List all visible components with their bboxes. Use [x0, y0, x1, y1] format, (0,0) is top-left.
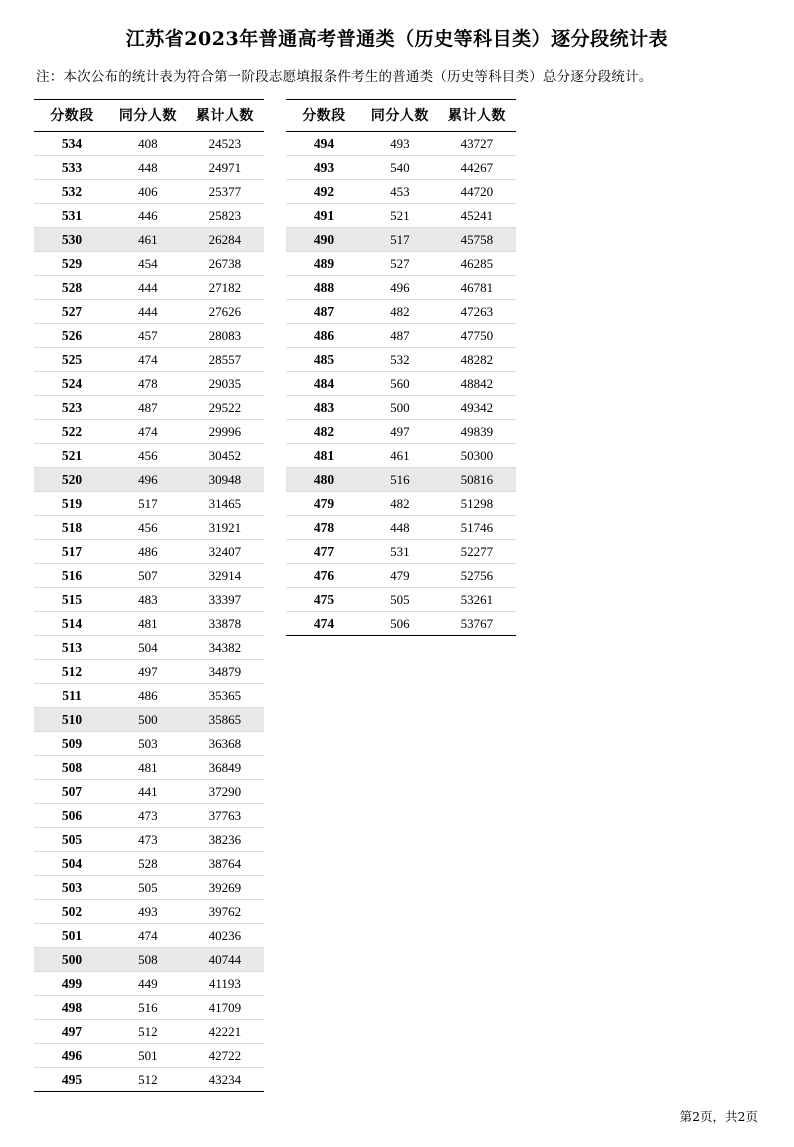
cell-score: 492 [286, 180, 362, 204]
cell-score: 481 [286, 444, 362, 468]
cell-score: 527 [34, 300, 110, 324]
cell-cumulative-count: 44267 [438, 156, 516, 180]
cell-cumulative-count: 41709 [186, 996, 264, 1020]
table-row [286, 132, 516, 156]
cell-same-score-count: 461 [362, 444, 438, 468]
cell-same-score-count: 446 [110, 204, 186, 228]
cell-same-score-count: 482 [362, 492, 438, 516]
cell-score: 519 [34, 492, 110, 516]
table-row [286, 300, 516, 324]
table-row [286, 468, 516, 492]
column-header-same-score-count: 同分人数 [362, 100, 438, 132]
cell-cumulative-count: 38236 [186, 828, 264, 852]
cell-cumulative-count: 49839 [438, 420, 516, 444]
cell-same-score-count: 456 [110, 444, 186, 468]
right-table-column [286, 99, 516, 636]
cell-cumulative-count: 36368 [186, 732, 264, 756]
table-row [286, 396, 516, 420]
table-row [34, 732, 264, 756]
cell-score: 518 [34, 516, 110, 540]
cell-same-score-count: 500 [362, 396, 438, 420]
cell-same-score-count: 501 [110, 1044, 186, 1068]
cell-score: 530 [34, 228, 110, 252]
cell-same-score-count: 473 [110, 828, 186, 852]
table-row [34, 1068, 264, 1092]
cell-same-score-count: 505 [110, 876, 186, 900]
cell-same-score-count: 408 [110, 132, 186, 156]
cell-same-score-count: 487 [110, 396, 186, 420]
cell-score: 521 [34, 444, 110, 468]
table-row [34, 708, 264, 732]
table-row [286, 204, 516, 228]
cell-score: 517 [34, 540, 110, 564]
cell-cumulative-count: 52756 [438, 564, 516, 588]
cell-cumulative-count: 42221 [186, 1020, 264, 1044]
cell-score: 478 [286, 516, 362, 540]
cell-score: 513 [34, 636, 110, 660]
cell-same-score-count: 486 [110, 540, 186, 564]
cell-cumulative-count: 37290 [186, 780, 264, 804]
table-row [286, 324, 516, 348]
page-footer: 第2页，共2页 [679, 1109, 758, 1124]
cell-cumulative-count: 50300 [438, 444, 516, 468]
table-row [286, 588, 516, 612]
cell-cumulative-count: 53767 [438, 612, 516, 636]
cell-cumulative-count: 45241 [438, 204, 516, 228]
document-note: 注：本次公布的统计表为符合第一阶段志愿填报条件考生的普通类（历史等科目类）总分逐分段统计。 [36, 69, 653, 85]
cell-cumulative-count: 29522 [186, 396, 264, 420]
table-row [34, 852, 264, 876]
cell-cumulative-count: 35365 [186, 684, 264, 708]
table-row [34, 612, 264, 636]
cell-cumulative-count: 44720 [438, 180, 516, 204]
table-row [34, 396, 264, 420]
cell-cumulative-count: 33878 [186, 612, 264, 636]
cell-score: 499 [34, 972, 110, 996]
cell-cumulative-count: 28083 [186, 324, 264, 348]
table-row [34, 180, 264, 204]
cell-cumulative-count: 48282 [438, 348, 516, 372]
cell-same-score-count: 560 [362, 372, 438, 396]
cell-same-score-count: 516 [110, 996, 186, 1020]
cell-cumulative-count: 27626 [186, 300, 264, 324]
cell-same-score-count: 481 [110, 756, 186, 780]
table-row [34, 420, 264, 444]
cell-score: 533 [34, 156, 110, 180]
cell-cumulative-count: 33397 [186, 588, 264, 612]
cell-cumulative-count: 51746 [438, 516, 516, 540]
cell-same-score-count: 474 [110, 348, 186, 372]
left-table-column [34, 99, 264, 1092]
cell-score: 479 [286, 492, 362, 516]
cell-score: 498 [34, 996, 110, 1020]
cell-score: 509 [34, 732, 110, 756]
table-row [34, 684, 264, 708]
cell-same-score-count: 487 [362, 324, 438, 348]
table-row [286, 372, 516, 396]
table-row [34, 564, 264, 588]
table-row [286, 492, 516, 516]
table-row [34, 876, 264, 900]
cell-same-score-count: 505 [362, 588, 438, 612]
cell-score: 510 [34, 708, 110, 732]
cell-score: 532 [34, 180, 110, 204]
cell-same-score-count: 496 [362, 276, 438, 300]
cell-same-score-count: 473 [110, 804, 186, 828]
cell-same-score-count: 456 [110, 516, 186, 540]
cell-same-score-count: 496 [110, 468, 186, 492]
cell-cumulative-count: 41193 [186, 972, 264, 996]
table-row [34, 636, 264, 660]
table-row [286, 276, 516, 300]
table-row [34, 900, 264, 924]
table-row [34, 516, 264, 540]
cell-same-score-count: 516 [362, 468, 438, 492]
cell-cumulative-count: 25377 [186, 180, 264, 204]
table-header-row [286, 100, 516, 132]
cell-score: 516 [34, 564, 110, 588]
column-header-cumulative-count: 累计人数 [438, 100, 516, 132]
cell-score: 525 [34, 348, 110, 372]
table-row [34, 660, 264, 684]
cell-score: 494 [286, 132, 362, 156]
cell-cumulative-count: 47263 [438, 300, 516, 324]
cell-same-score-count: 474 [110, 924, 186, 948]
cell-same-score-count: 454 [110, 252, 186, 276]
cell-same-score-count: 527 [362, 252, 438, 276]
table-row [34, 132, 264, 156]
cell-cumulative-count: 34879 [186, 660, 264, 684]
cell-score: 500 [34, 948, 110, 972]
column-header-same-score-count: 同分人数 [110, 100, 186, 132]
table-row [34, 1044, 264, 1068]
cell-score: 484 [286, 372, 362, 396]
cell-same-score-count: 532 [362, 348, 438, 372]
cell-cumulative-count: 46781 [438, 276, 516, 300]
table-row [286, 348, 516, 372]
table-body-left [34, 132, 264, 1092]
table-row [34, 972, 264, 996]
table-row [34, 204, 264, 228]
table-row [34, 540, 264, 564]
cell-score: 480 [286, 468, 362, 492]
cell-cumulative-count: 46285 [438, 252, 516, 276]
cell-same-score-count: 444 [110, 300, 186, 324]
cell-score: 490 [286, 228, 362, 252]
cell-score: 502 [34, 900, 110, 924]
table-row [34, 228, 264, 252]
cell-same-score-count: 540 [362, 156, 438, 180]
column-header-score: 分数段 [286, 100, 362, 132]
table-row [34, 276, 264, 300]
cell-score: 506 [34, 804, 110, 828]
table-row [34, 996, 264, 1020]
table-body-right [286, 132, 516, 636]
table-row [34, 372, 264, 396]
cell-score: 476 [286, 564, 362, 588]
cell-score: 523 [34, 396, 110, 420]
page-title: 江苏省2023年普通高考普通类（历史等科目类）逐分段统计表 [125, 28, 669, 50]
cell-same-score-count: 453 [362, 180, 438, 204]
cell-score: 528 [34, 276, 110, 300]
score-table-left [34, 99, 264, 1092]
cell-same-score-count: 517 [362, 228, 438, 252]
cell-same-score-count: 517 [110, 492, 186, 516]
cell-cumulative-count: 32407 [186, 540, 264, 564]
table-row [34, 156, 264, 180]
cell-same-score-count: 448 [110, 156, 186, 180]
cell-cumulative-count: 31465 [186, 492, 264, 516]
table-row [34, 780, 264, 804]
cell-cumulative-count: 39269 [186, 876, 264, 900]
cell-score: 507 [34, 780, 110, 804]
cell-same-score-count: 482 [362, 300, 438, 324]
table-row [286, 564, 516, 588]
cell-cumulative-count: 24523 [186, 132, 264, 156]
cell-score: 504 [34, 852, 110, 876]
cell-same-score-count: 503 [110, 732, 186, 756]
cell-score: 526 [34, 324, 110, 348]
cell-cumulative-count: 25823 [186, 204, 264, 228]
table-row [34, 492, 264, 516]
cell-cumulative-count: 31921 [186, 516, 264, 540]
cell-score: 483 [286, 396, 362, 420]
cell-score: 474 [286, 612, 362, 636]
table-row [34, 804, 264, 828]
table-header-row [34, 100, 264, 132]
cell-same-score-count: 506 [362, 612, 438, 636]
cell-score: 482 [286, 420, 362, 444]
table-row [286, 156, 516, 180]
cell-same-score-count: 481 [110, 612, 186, 636]
cell-same-score-count: 512 [110, 1020, 186, 1044]
cell-cumulative-count: 52277 [438, 540, 516, 564]
cell-same-score-count: 479 [362, 564, 438, 588]
cell-score: 486 [286, 324, 362, 348]
cell-same-score-count: 497 [110, 660, 186, 684]
cell-score: 524 [34, 372, 110, 396]
cell-cumulative-count: 39762 [186, 900, 264, 924]
table-row [286, 516, 516, 540]
cell-same-score-count: 448 [362, 516, 438, 540]
cell-cumulative-count: 30948 [186, 468, 264, 492]
table-row [34, 468, 264, 492]
cell-same-score-count: 507 [110, 564, 186, 588]
cell-cumulative-count: 26284 [186, 228, 264, 252]
cell-same-score-count: 500 [110, 708, 186, 732]
table-row [286, 252, 516, 276]
cell-score: 531 [34, 204, 110, 228]
table-row [286, 180, 516, 204]
cell-cumulative-count: 27182 [186, 276, 264, 300]
cell-cumulative-count: 24971 [186, 156, 264, 180]
cell-same-score-count: 512 [110, 1068, 186, 1092]
cell-same-score-count: 528 [110, 852, 186, 876]
cell-score: 487 [286, 300, 362, 324]
cell-score: 488 [286, 276, 362, 300]
table-row [34, 1020, 264, 1044]
cell-cumulative-count: 40744 [186, 948, 264, 972]
cell-cumulative-count: 47750 [438, 324, 516, 348]
cell-same-score-count: 497 [362, 420, 438, 444]
score-table-right [286, 99, 516, 636]
cell-cumulative-count: 53261 [438, 588, 516, 612]
cell-score: 496 [34, 1044, 110, 1068]
cell-cumulative-count: 45758 [438, 228, 516, 252]
cell-same-score-count: 474 [110, 420, 186, 444]
table-row [34, 348, 264, 372]
cell-cumulative-count: 37763 [186, 804, 264, 828]
cell-same-score-count: 521 [362, 204, 438, 228]
cell-same-score-count: 444 [110, 276, 186, 300]
cell-same-score-count: 486 [110, 684, 186, 708]
cell-same-score-count: 504 [110, 636, 186, 660]
cell-cumulative-count: 35865 [186, 708, 264, 732]
table-row [34, 756, 264, 780]
table-row [34, 444, 264, 468]
cell-score: 493 [286, 156, 362, 180]
table-row [34, 924, 264, 948]
cell-score: 534 [34, 132, 110, 156]
cell-score: 497 [34, 1020, 110, 1044]
cell-same-score-count: 461 [110, 228, 186, 252]
cell-score: 512 [34, 660, 110, 684]
cell-score: 491 [286, 204, 362, 228]
cell-same-score-count: 449 [110, 972, 186, 996]
cell-score: 485 [286, 348, 362, 372]
cell-cumulative-count: 43234 [186, 1068, 264, 1092]
cell-cumulative-count: 40236 [186, 924, 264, 948]
table-row [34, 828, 264, 852]
table-row [34, 588, 264, 612]
statistics-tables [0, 99, 794, 1092]
table-row [34, 252, 264, 276]
cell-same-score-count: 493 [110, 900, 186, 924]
cell-score: 475 [286, 588, 362, 612]
cell-cumulative-count: 29996 [186, 420, 264, 444]
cell-score: 515 [34, 588, 110, 612]
cell-score: 477 [286, 540, 362, 564]
cell-same-score-count: 493 [362, 132, 438, 156]
cell-cumulative-count: 49342 [438, 396, 516, 420]
cell-cumulative-count: 30452 [186, 444, 264, 468]
table-row [286, 540, 516, 564]
cell-cumulative-count: 34382 [186, 636, 264, 660]
table-row [34, 948, 264, 972]
cell-score: 489 [286, 252, 362, 276]
cell-cumulative-count: 28557 [186, 348, 264, 372]
cell-score: 520 [34, 468, 110, 492]
table-row [286, 612, 516, 636]
cell-score: 505 [34, 828, 110, 852]
cell-cumulative-count: 38764 [186, 852, 264, 876]
table-row [34, 300, 264, 324]
cell-cumulative-count: 29035 [186, 372, 264, 396]
cell-score: 503 [34, 876, 110, 900]
cell-same-score-count: 531 [362, 540, 438, 564]
column-header-score: 分数段 [34, 100, 110, 132]
cell-score: 522 [34, 420, 110, 444]
cell-cumulative-count: 26738 [186, 252, 264, 276]
cell-score: 511 [34, 684, 110, 708]
cell-score: 501 [34, 924, 110, 948]
cell-cumulative-count: 51298 [438, 492, 516, 516]
cell-cumulative-count: 43727 [438, 132, 516, 156]
cell-same-score-count: 441 [110, 780, 186, 804]
cell-same-score-count: 457 [110, 324, 186, 348]
cell-score: 529 [34, 252, 110, 276]
table-row [34, 324, 264, 348]
table-row [286, 228, 516, 252]
table-row [286, 444, 516, 468]
column-header-cumulative-count: 累计人数 [186, 100, 264, 132]
cell-score: 514 [34, 612, 110, 636]
cell-cumulative-count: 36849 [186, 756, 264, 780]
cell-same-score-count: 406 [110, 180, 186, 204]
cell-same-score-count: 483 [110, 588, 186, 612]
cell-cumulative-count: 48842 [438, 372, 516, 396]
cell-cumulative-count: 50816 [438, 468, 516, 492]
document-page [0, 24, 794, 1147]
cell-score: 508 [34, 756, 110, 780]
cell-same-score-count: 508 [110, 948, 186, 972]
cell-score: 495 [34, 1068, 110, 1092]
table-row [286, 420, 516, 444]
cell-same-score-count: 478 [110, 372, 186, 396]
cell-cumulative-count: 32914 [186, 564, 264, 588]
cell-cumulative-count: 42722 [186, 1044, 264, 1068]
